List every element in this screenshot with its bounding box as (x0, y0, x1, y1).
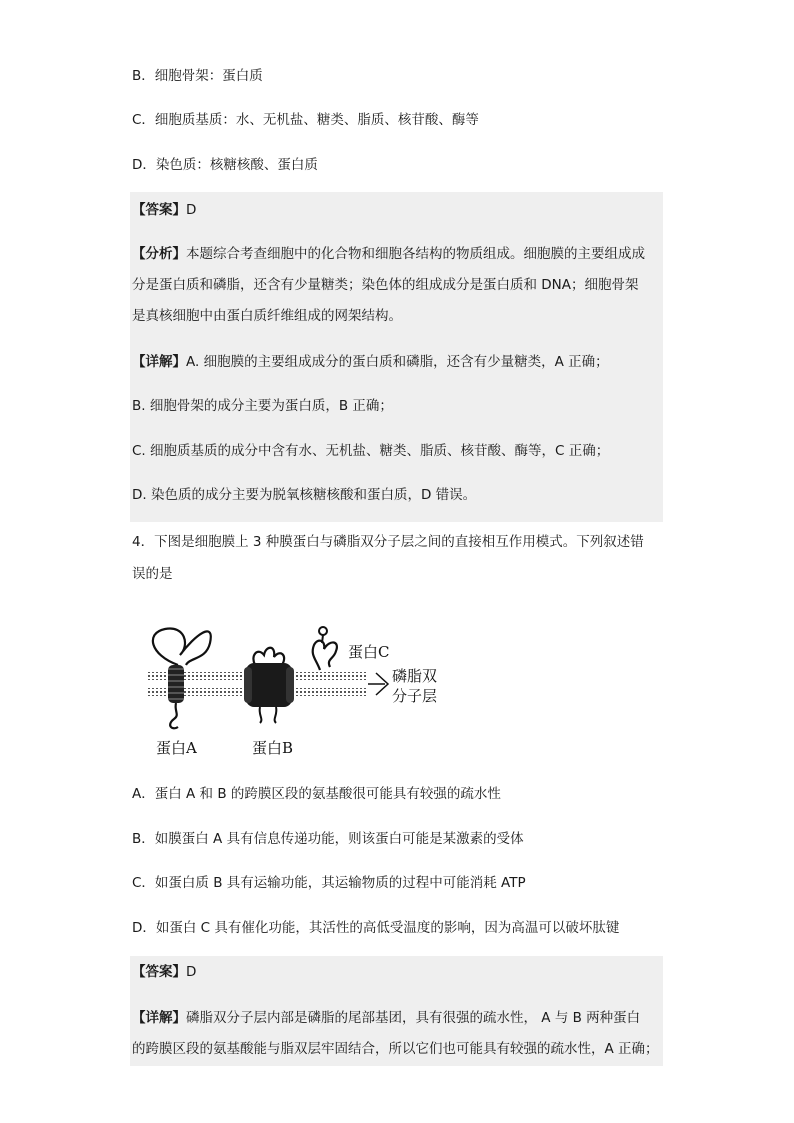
question-4-stem-2: 误的是 (132, 566, 173, 582)
detail-line-b: B. 细胞骨架的成分主要为蛋白质，B 正确； (132, 398, 393, 414)
detail-tag: 【详解】 (132, 354, 186, 370)
prev-option-c: C．细胞质基质：水、无机盐、糖类、脂质、核苷酸、酶等 (132, 112, 479, 128)
analysis-line-2: 分是蛋白质和磷脂，还含有少量糖类；染色体的组成成分是蛋白质和 DNA；细胞骨架 (132, 277, 639, 293)
answer-2-detail-line-1 (132, 1008, 640, 1028)
answer-2-tag: 【答案】 (132, 964, 186, 980)
answer-tag: 【答案】 (132, 202, 186, 218)
analysis-tag: 【分析】 (132, 246, 186, 262)
analysis-line-1 (132, 244, 645, 264)
detail-line-a (132, 352, 609, 372)
label-bilayer-1: 磷脂双 (392, 667, 438, 685)
question-4-option-b: B．如膜蛋白 A 具有信息传递功能，则该蛋白可能是某激素的受体 (132, 831, 524, 847)
protein-c-shape (313, 627, 337, 670)
protein-b-shape (244, 648, 294, 723)
label-bilayer-2: 分子层 (392, 687, 438, 705)
label-protein-c: 蛋白C (348, 643, 390, 661)
answer-2-detail-line-2: 的跨膜区段的氨基酸能与脂双层牢固结合，所以它们也可能具有较强的疏水性，A 正确； (132, 1041, 659, 1057)
answer-2-detail-text-1: 磷脂双分子层内部是磷脂的尾部基团，具有很强的疏水性， A 与 B 两种蛋白 (186, 1010, 641, 1026)
detail-line-c: C. 细胞质基质的成分中含有水、无机盐、糖类、脂质、核苷酸、酶等，C 正确； (132, 443, 610, 459)
prev-option-d: D．染色质：核糖核酸、蛋白质 (132, 157, 318, 173)
label-protein-b: 蛋白B (252, 739, 294, 757)
answer-1 (132, 200, 196, 220)
answer-2-detail-tag: 【详解】 (132, 1010, 186, 1026)
analysis-text-1: 本题综合考查细胞中的化合物和细胞各结构的物质组成。细胞膜的主要组成成 (186, 246, 645, 262)
question-4-option-a: A．蛋白 A 和 B 的跨膜区段的氨基酸很可能具有较强的疏水性 (132, 786, 501, 802)
detail-line-d: D. 染色质的成分主要为脱氧核糖核酸和蛋白质，D 错误。 (132, 487, 477, 503)
question-4-option-c: C．如蛋白质 B 具有运输功能，其运输物质的过程中可能消耗 ATP (132, 875, 526, 891)
question-4-stem-1: 4．下图是细胞膜上 3 种膜蛋白与磷脂双分子层之间的直接相互作用模式。下列叙述错 (132, 534, 644, 550)
answer-2 (132, 962, 196, 982)
answer-2-value: D (186, 964, 197, 980)
question-4-option-d: D．如蛋白 C 具有催化功能，其活性的高低受温度的影响，因为高温可以破坏肽键 (132, 920, 620, 936)
membrane-protein-figure (140, 615, 460, 765)
prev-option-b: B．细胞骨架：蛋白质 (132, 68, 263, 84)
detail-text-a: A. 细胞膜的主要组成成分的蛋白质和磷脂，还含有少量糖类，A 正确； (186, 354, 609, 370)
answer-value: D (186, 202, 197, 218)
analysis-line-3: 是真核细胞中由蛋白质纤维组成的网架结构。 (132, 308, 402, 324)
label-protein-a: 蛋白A (156, 739, 197, 757)
